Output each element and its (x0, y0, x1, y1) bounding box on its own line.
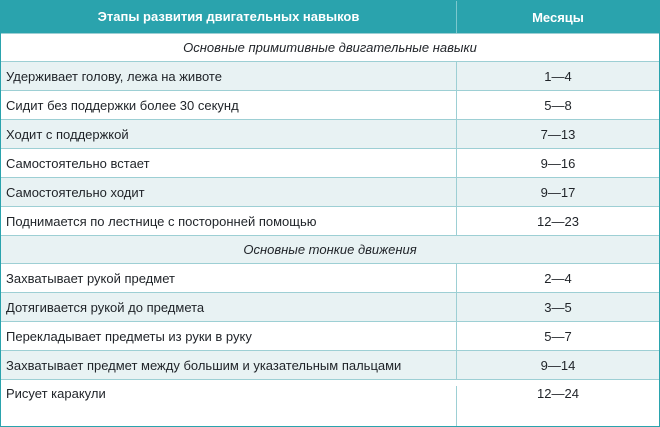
months-cell: 7—13 (540, 126, 576, 142)
table-row (1, 292, 659, 321)
months-cell: 9—17 (540, 184, 576, 200)
table-row (1, 379, 659, 426)
stage-cell: Удерживает голову, лежа на животе (1, 62, 457, 90)
stage-cell: Рисует каракули (1, 386, 457, 426)
months-cell: 1—4 (544, 68, 572, 84)
table-row (1, 350, 659, 379)
stage-cell: Самостоятельно ходит (1, 178, 457, 206)
months-cell: 9—14 (540, 357, 576, 373)
table-row (1, 119, 659, 148)
months-cell: 5—8 (544, 97, 572, 113)
table-row (1, 148, 659, 177)
stage-cell: Самостоятельно встает (1, 149, 457, 177)
table-row (1, 90, 659, 119)
header-stage: Этапы развития двигательных навыков (1, 1, 457, 33)
months-cell: 2—4 (544, 270, 572, 286)
stage-cell: Дотягивается рукой до предмета (1, 293, 457, 321)
months-cell: 3—5 (544, 299, 572, 315)
stage-cell: Захватывает предмет между большим и указательным пальцами (1, 351, 457, 379)
header-months: Месяцы (532, 9, 584, 25)
table-row (1, 263, 659, 292)
months-cell: 5—7 (544, 328, 572, 344)
section-title: Основные тонкие движения (1, 235, 659, 263)
table-header (1, 1, 659, 33)
table-row (1, 177, 659, 206)
table-row (1, 61, 659, 90)
section-title: Основные примитивные двигательные навыки (1, 33, 659, 61)
months-cell: 9—16 (540, 155, 576, 171)
table-row (1, 206, 659, 235)
months-cell: 12—24 (537, 386, 579, 401)
stage-cell: Захватывает рукой предмет (1, 264, 457, 292)
stage-cell: Сидит без поддержки более 30 секунд (1, 91, 457, 119)
stage-cell: Ходит с поддержкой (1, 120, 457, 148)
stage-cell: Поднимается по лестнице с посторонней помощью (1, 207, 457, 235)
stage-cell: Перекладывает предметы из руки в руку (1, 322, 457, 350)
months-cell: 12—23 (537, 213, 579, 229)
table-row (1, 321, 659, 350)
